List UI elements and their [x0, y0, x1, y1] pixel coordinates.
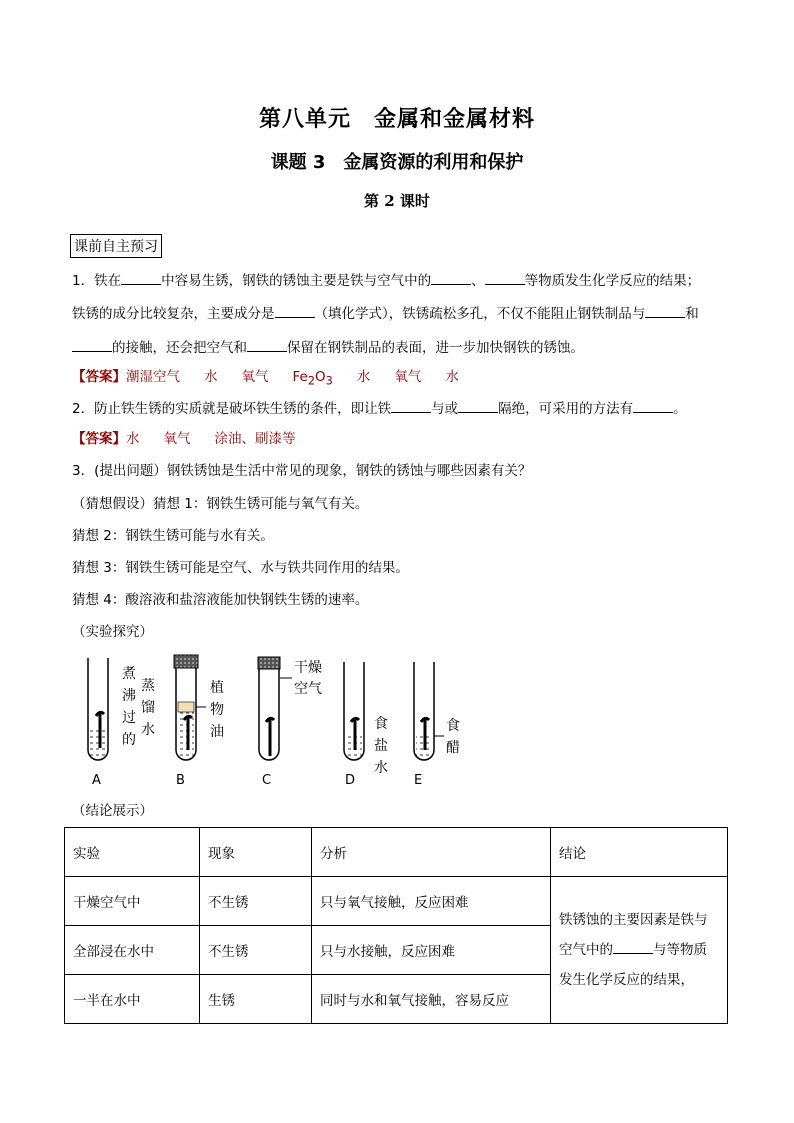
lesson-title: 课题 3 金属资源的利用和保护	[270, 152, 524, 173]
svg-text:煮: 煮	[122, 666, 136, 682]
q3-line1: 3．(提出问题）钢铁锈蚀是生活中常见的现象，钢铁的锈蚀与哪些因素有关？	[72, 463, 532, 479]
q1-line2: 铁锈的成分比较复杂，主要成分是 （填化学式），铁锈疏松多孔，不仅不能阻止钢铁制品与 和	[72, 303, 699, 324]
tube-letter-c: C	[262, 773, 272, 788]
table-header-cell: 实验	[65, 828, 200, 877]
table-row	[65, 877, 728, 926]
table-cell: 生锈	[200, 975, 312, 1024]
table-cell: 同时与水和氧气接触，容易反应	[312, 975, 551, 1024]
tube-c-label	[294, 660, 322, 697]
conclusion-cell: 铁锈蚀的主要因素是铁与 空气中的 与等物质 发生化学反应的结果，	[551, 877, 728, 1024]
tube-a-label-2	[141, 677, 155, 738]
q2-line: 2．防止铁生锈的实质就是破坏铁生锈的条件，即让铁 与或 隔绝，可采用的方法有 。	[72, 398, 687, 419]
svg-text:水: 水	[141, 722, 155, 738]
table-cell: 不生锈	[200, 926, 312, 975]
tube-a	[88, 658, 108, 760]
svg-text:沸: 沸	[122, 688, 136, 704]
tube-b	[174, 655, 206, 760]
svg-text:水: 水	[374, 760, 388, 776]
svg-text:油: 油	[210, 724, 224, 740]
svg-text:过: 过	[122, 710, 136, 726]
table-cell: 全部浸在水中	[65, 926, 200, 975]
svg-text:食: 食	[446, 718, 460, 734]
svg-text:食: 食	[374, 716, 388, 732]
svg-text:物: 物	[210, 702, 224, 718]
tube-c	[258, 657, 292, 760]
table-header-cell: 结论	[551, 828, 728, 877]
svg-text:干燥: 干燥	[294, 660, 322, 676]
q1-line3: 的接触，还会把空气和 保留在钢铁制品的表面，进一步加快钢铁的锈蚀。	[72, 337, 584, 358]
table-cell: 只与水接触，反应困难	[312, 926, 551, 975]
tube-b-label	[210, 679, 224, 740]
table-cell: 干燥空气中	[65, 877, 200, 926]
tube-d-label	[374, 716, 388, 776]
q3-line5: 猜想 4：酸溶液和盐溶液能加快钢铁生锈的速率。	[72, 592, 369, 608]
svg-text:的: 的	[122, 732, 136, 748]
table-header-cell: 现象	[200, 828, 312, 877]
experiment-figure	[0, 650, 794, 800]
tube-d	[344, 662, 364, 760]
svg-text:蒸: 蒸	[141, 678, 155, 694]
table-cell: 一半在水中	[65, 975, 200, 1024]
q3-line4: 猜想 3：钢铁生锈可能是空气、水与铁共同作用的结果。	[72, 560, 409, 576]
tube-letter-d: D	[345, 773, 356, 788]
q1-line1: 1．铁在 中容易生锈，钢铁的锈蚀主要是铁与空气中的 、 等物质发生化学反应的结果；	[72, 270, 700, 291]
period-title: 第 2 课时	[364, 192, 430, 210]
svg-text:植: 植	[210, 680, 224, 696]
table-header-row	[65, 828, 728, 877]
svg-text:醋: 醋	[446, 740, 460, 756]
q2-answer: 【答案】水 氧气 涂油、刷漆等	[72, 431, 296, 447]
table-header-cell: 分析	[312, 828, 551, 877]
q3-line6: （实验探究）	[72, 624, 153, 640]
tube-letter-e: E	[414, 773, 423, 788]
table-cell: 不生锈	[200, 877, 312, 926]
tube-e-label	[446, 718, 460, 756]
tube-e	[414, 662, 444, 760]
tube-letter-a: A	[92, 773, 101, 788]
unit-title: 第八单元 金属和金属材料	[258, 107, 535, 132]
table-cell: 只与氧气接触，反应困难	[312, 877, 551, 926]
svg-text:盐: 盐	[374, 738, 388, 754]
tube-a-label-1	[122, 665, 136, 748]
section-label: 课前自主预习	[70, 234, 162, 258]
q1-answer: 【答案】潮湿空气 水 氧气 $Fe_2O_3$ 水 氧气 水	[72, 369, 459, 388]
tube-letter-b: B	[176, 773, 185, 788]
q3-line2: （猜想假设）猜想 1：钢铁生锈可能与氧气有关。	[72, 496, 369, 512]
q3-line3: 猜想 2：钢铁生锈可能与水有关。	[72, 528, 274, 544]
q3-line7: （结论展示）	[72, 803, 153, 819]
svg-text:空气: 空气	[294, 681, 322, 697]
conclusion-table	[64, 827, 728, 1024]
svg-text:馏: 馏	[141, 700, 155, 716]
